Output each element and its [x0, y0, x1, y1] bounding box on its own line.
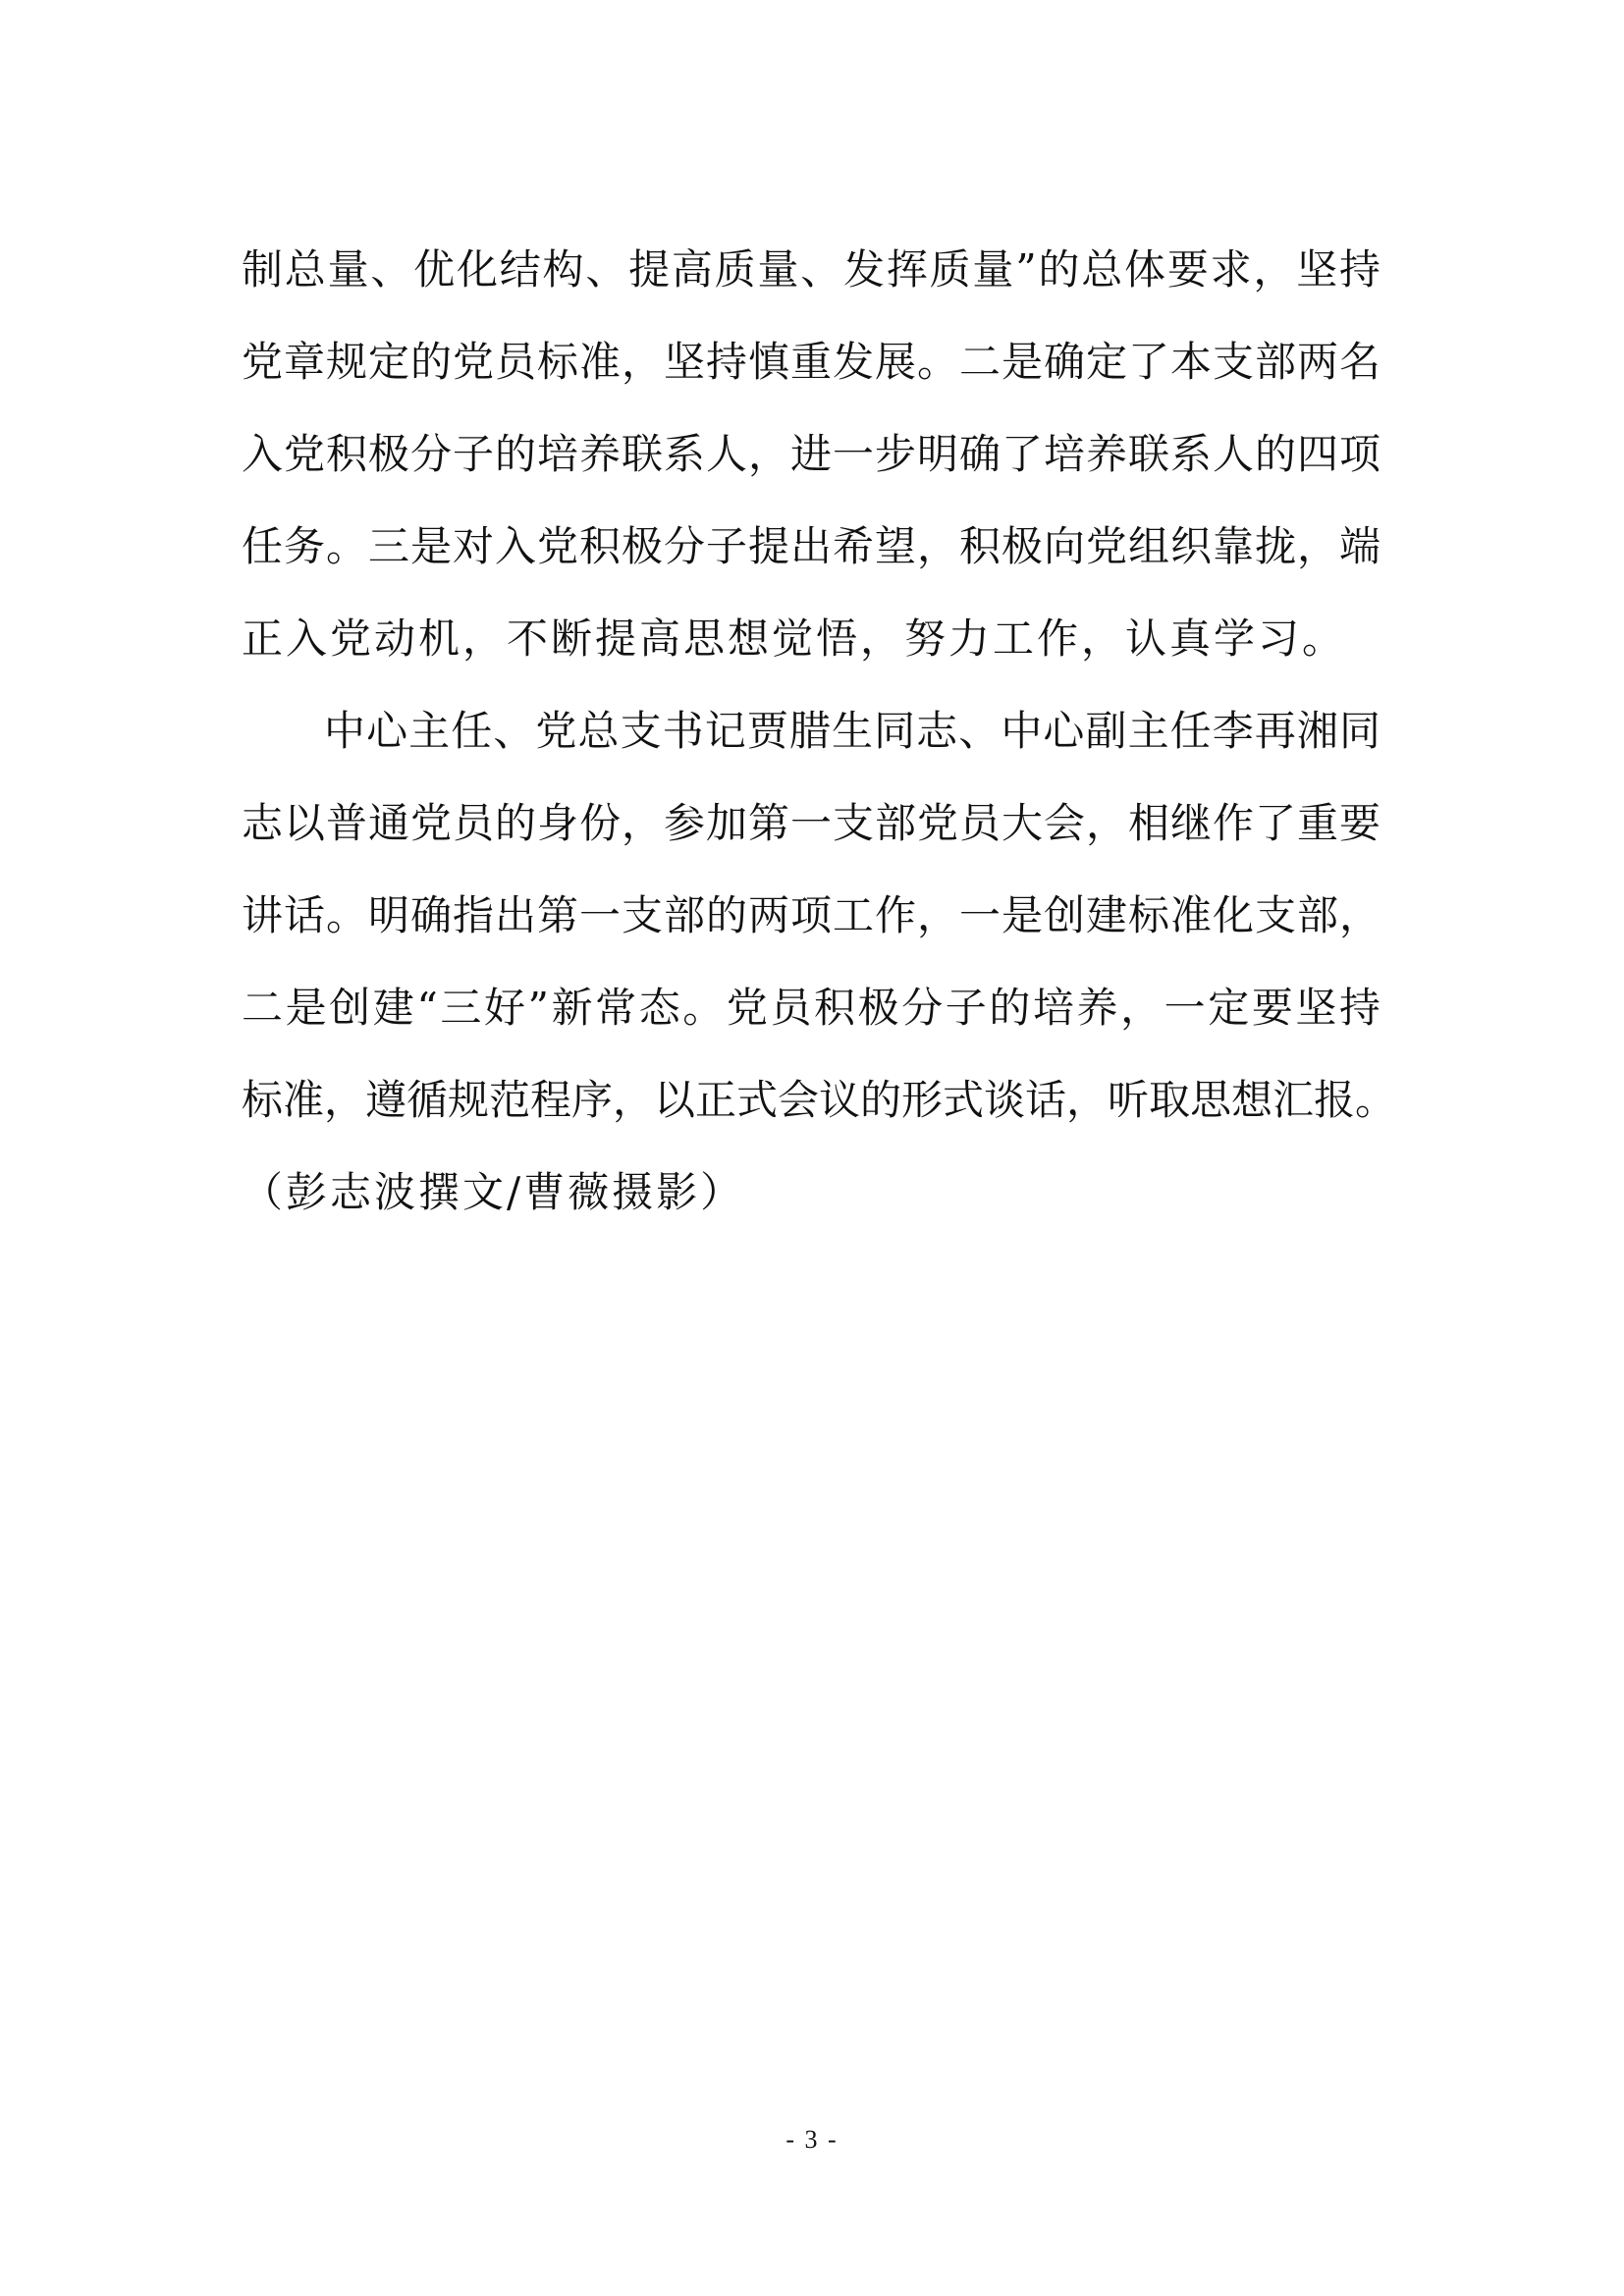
text-line: 正入党动机，不断提高思想觉悟，努力工作，认真学习。: [242, 614, 1347, 663]
text-line: 讲话。明确指出第一支部的两项工作，一是创建标准化支部，: [242, 891, 1380, 939]
text-line: 志以普通党员的身份，参加第一支部党员大会，相继作了重要: [242, 799, 1380, 847]
body-text: [242, 224, 1397, 1239]
paragraph-start-line: 中心主任、党总支书记贾腊生同志、中心副主任李再湘同: [324, 707, 1380, 755]
text-line: 入党积极分子的培养联系人，进一步明确了培养联系人的四项: [242, 430, 1380, 478]
page-number: - 3 -: [785, 2125, 839, 2154]
text-line: 任务。三是对入党积极分子提出希望，积极向党组织靠拢，端: [242, 522, 1380, 570]
byline: （彭志波撰文/曹薇摄影）: [242, 1168, 745, 1216]
text-line: 党章规定的党员标准，坚持慎重发展。二是确定了本支部两名: [242, 338, 1380, 386]
text-line: 标准，遵循规范程序，以正式会议的形式谈话，听取思想汇报。: [242, 1076, 1397, 1124]
text-line: 二是创建“三好”新常态。党员积极分子的培养，一定要坚持: [242, 984, 1380, 1032]
text-line: 制总量、优化结构、提高质量、发挥质量”的总体要求，坚持: [242, 245, 1380, 294]
